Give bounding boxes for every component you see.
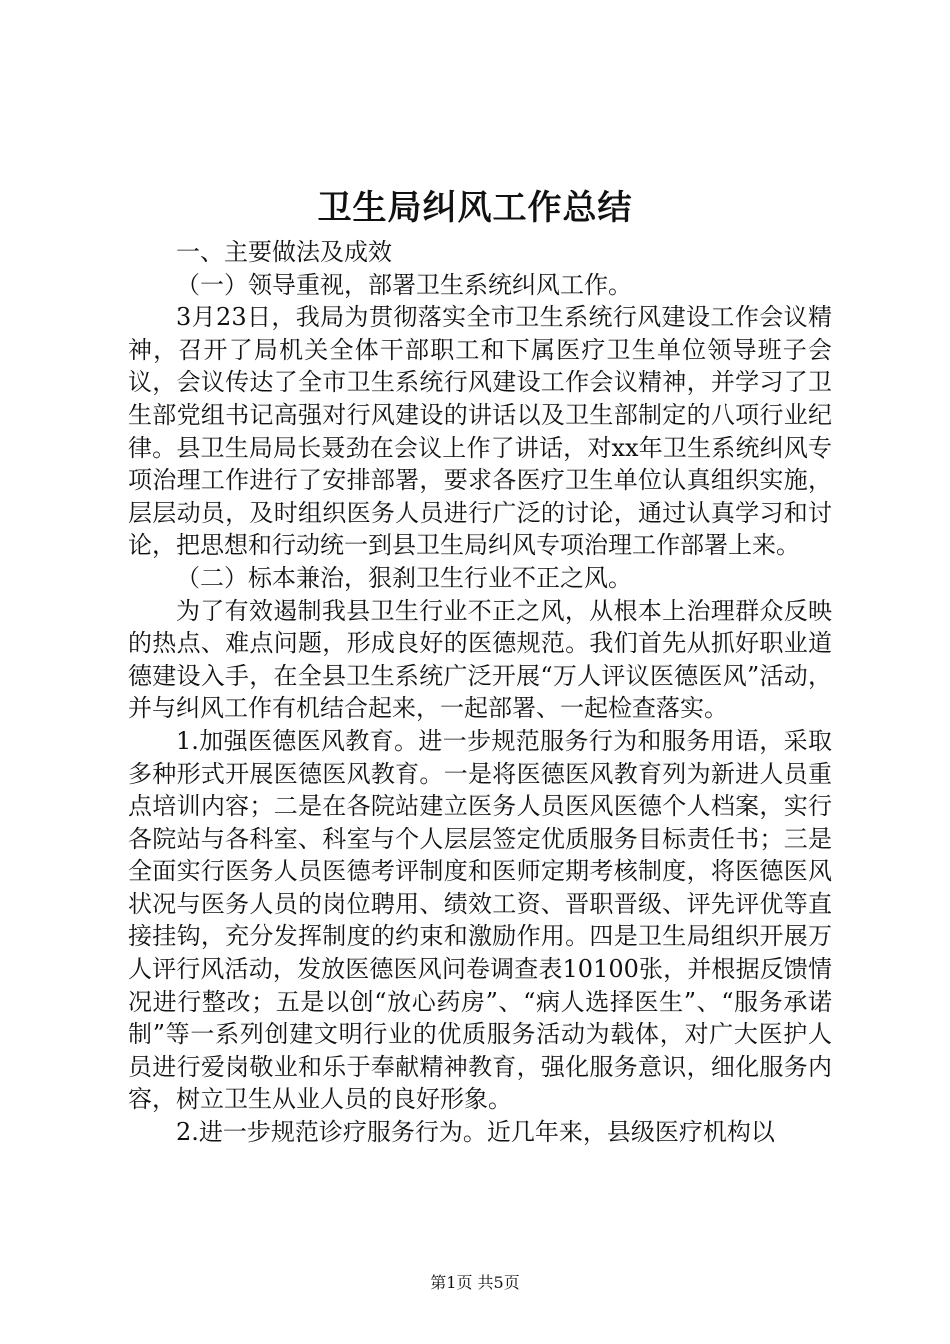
page-number-footer: 第1页 共5页: [430, 1273, 520, 1292]
body-paragraph: 1.加强医德医风教育。进一步规范服务行为和服务用语，采取多种形式开展医德医风教育。一是将医德医风教育列为新进人员重点培训内容；二是在各院站建立医务人员医风医德个人档案，实行各院站与各科室、科室与个人层层签定优质服务目标责任书；三是全面实行医务人员医德考评制度和医师定期考核制度，将医德医风状况与医务人员的岗位聘用、绩效工资、晋职晋级、评先评优等直接挂钩，充分发挥制度的约束和激励作用。四是卫生局组织开展万人评行风活动，发放医德医风问卷调查表10100张，并根据反馈情况进行整改；五是以创“放心药房”、“病人选择医生”、“服务承诺制”等一系列创建文明行业的优质服务活动为载体，对广大医护人员进行爱岗敬业和乐于奉献精神教育，强化服务意识，细化服务内容，树立卫生从业人员的良好形象。: [128, 726, 832, 1114]
body-paragraph: 2.进一步规范诊疗服务行为。近几年来，县级医疗机构以: [176, 1118, 775, 1147]
document-body: [128, 236, 832, 1149]
subsection-heading: （一）领导重视，部署卫生系统纠风工作。: [176, 270, 632, 299]
document-title: 卫生局纠风工作总结: [317, 188, 633, 228]
body-paragraph: 为了有效遏制我县卫生行业不正之风，从根本上治理群众反映的热点、难点问题，形成良好的医德规范。我们首先从抓好职业道德建设入手，在全县卫生系统广泛开展“万人评议医德医风”活动，并与纠风工作有机结合起来，一起部署、一起检查落实。: [128, 596, 832, 723]
body-paragraph: 3月23日，我局为贯彻落实全市卫生系统行风建设工作会议精神，召开了局机关全体干部职工和下属医疗卫生单位领导班子会议，会议传达了全市卫生系统行风建设工作会议精神，并学习了卫生部党组书记高强对行风建设的讲话以及卫生部制定的八项行业纪律。县卫生局局长聂劲在会议上作了讲话，对xx年卫生系统纠风专项治理工作进行了安排部署，要求各医疗卫生单位认真组织实施，层层动员，及时组织医务人员进行广泛的讨论，通过认真学习和讨论，把思想和行动统一到县卫生局纠风专项治理工作部署上来。: [128, 303, 832, 560]
subsection-heading: （二）标本兼治，狠刹卫生行业不正之风。: [176, 563, 632, 592]
section-heading: 一、主要做法及成效: [176, 238, 392, 266]
